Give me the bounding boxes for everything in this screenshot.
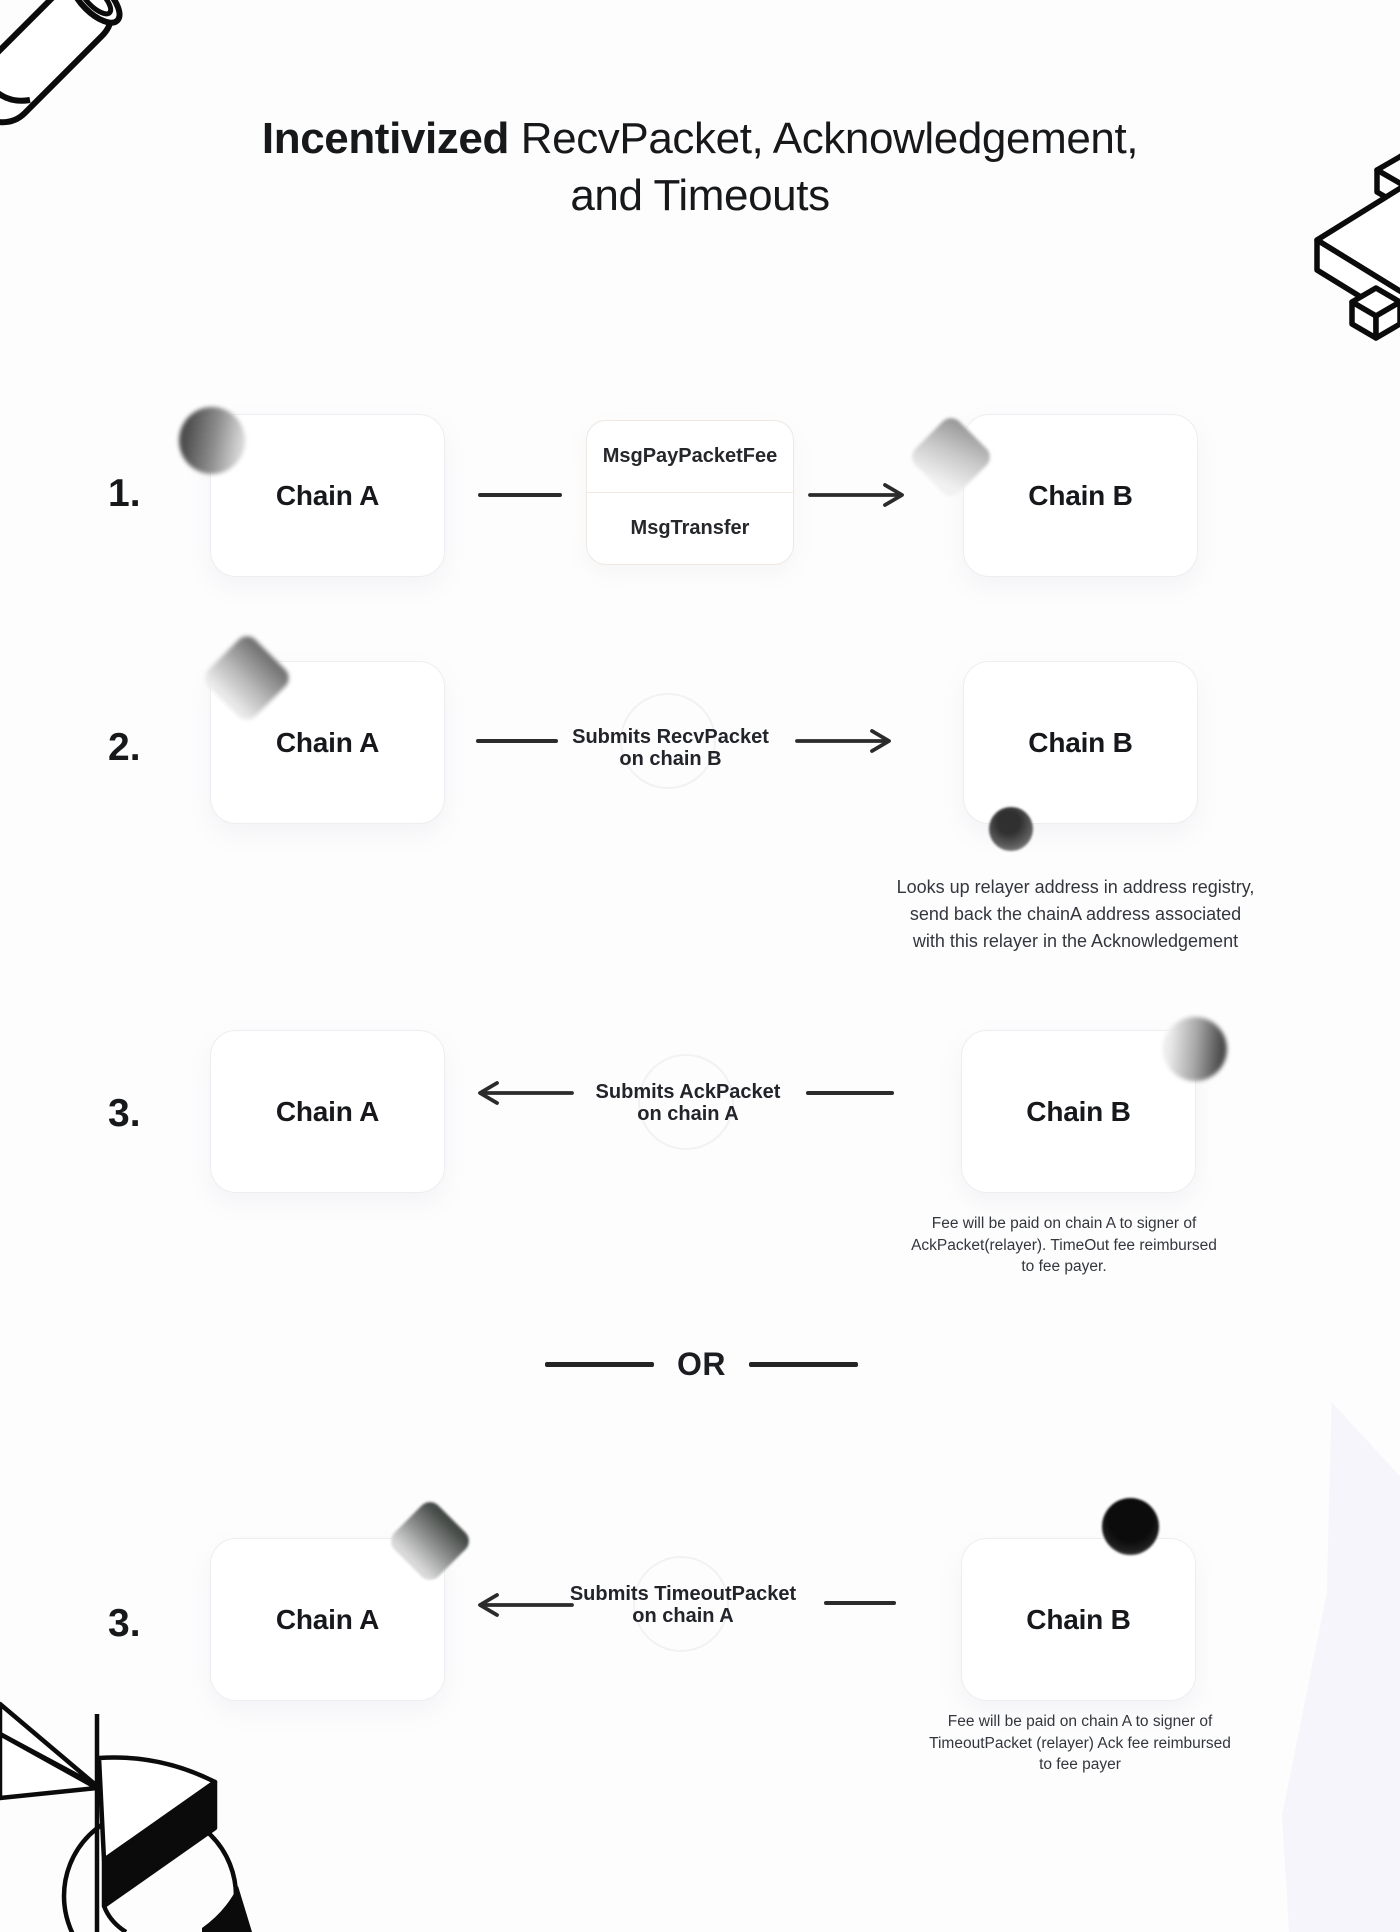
gradient-circle-accent (179, 407, 245, 474)
black-circle-accent (1102, 1498, 1159, 1555)
page-title-emphasis: Incentivized (261, 114, 509, 163)
chain-b-label: Chain B (1028, 726, 1133, 758)
step-3-chain-b-box (961, 1030, 1196, 1193)
step-2-connector-line (476, 739, 558, 743)
step-1-connector-line (478, 493, 562, 497)
step-2-right-arrow (795, 727, 895, 755)
step-3-left-arrow (474, 1079, 574, 1107)
step-2-chain-b-box (963, 661, 1198, 824)
step-1-chain-a-box (210, 414, 445, 577)
step-3-timeout-chain-b-box (961, 1538, 1196, 1701)
chain-a-label: Chain A (275, 479, 380, 511)
or-label: OR (677, 1346, 726, 1382)
step-1-message-box (586, 420, 794, 565)
chain-b-label: Chain B (1028, 479, 1133, 511)
msg-pay-packet-fee-label: MsgPayPacketFee (602, 445, 778, 467)
chain-a-label: Chain A (275, 1603, 380, 1635)
step-1-number: 1. (108, 472, 141, 515)
cylinder-illustration (0, 0, 152, 133)
page-title (200, 110, 1200, 224)
or-divider (545, 1346, 858, 1383)
pie-chart-illustration (0, 1698, 280, 1932)
msg-transfer-label: MsgTransfer (630, 517, 750, 539)
step-2-note: Looks up relayer address in address registry, send back the chainA address associated with this relayer in the Acknowledgement (896, 877, 1255, 951)
chain-b-label: Chain B (1026, 1095, 1131, 1127)
step-2-number: 2. (108, 726, 141, 769)
chain-a-label: Chain A (275, 726, 380, 758)
step-3-connector-line (806, 1091, 894, 1095)
or-divider-line (749, 1362, 858, 1367)
chain-a-label: Chain A (275, 1095, 380, 1127)
step-3-number: 3. (108, 1092, 141, 1135)
corner-tint (1282, 1402, 1400, 1932)
step-3-note: Fee will be paid on chain A to signer of AckPacket(relayer). TimeOut fee reimbursed to fee payer. (911, 1215, 1217, 1275)
step-3-chain-a-box (210, 1030, 445, 1193)
dark-circle-accent (989, 807, 1033, 851)
or-divider-line (545, 1362, 654, 1367)
isometric-platform-illustration (1300, 130, 1400, 360)
step-3-timeout-arrow-label: Submits TimeoutPacket on chain A (569, 1583, 797, 1627)
step-1-chain-b-box (963, 414, 1198, 577)
chain-b-label: Chain B (1026, 1603, 1131, 1635)
step-3-arrow-label: Submits AckPacket on chain A (595, 1081, 781, 1125)
step-3-timeout-connector-line (824, 1601, 896, 1605)
page-title-line2: and Timeouts (570, 171, 830, 220)
page-title-line1: Incentivized RecvPacket, Acknowledgement, (261, 114, 1139, 163)
step-3-timeout-number: 3. (108, 1602, 141, 1645)
step-1-right-arrow (808, 481, 908, 509)
gradient-circle-accent (1163, 1017, 1227, 1081)
step-3-timeout-note: Fee will be paid on chain A to signer of TimeoutPacket (relayer) Ack fee reimbursed to fee payer (929, 1713, 1231, 1773)
step-2-arrow-label: Submits RecvPacket on chain B (572, 726, 769, 770)
